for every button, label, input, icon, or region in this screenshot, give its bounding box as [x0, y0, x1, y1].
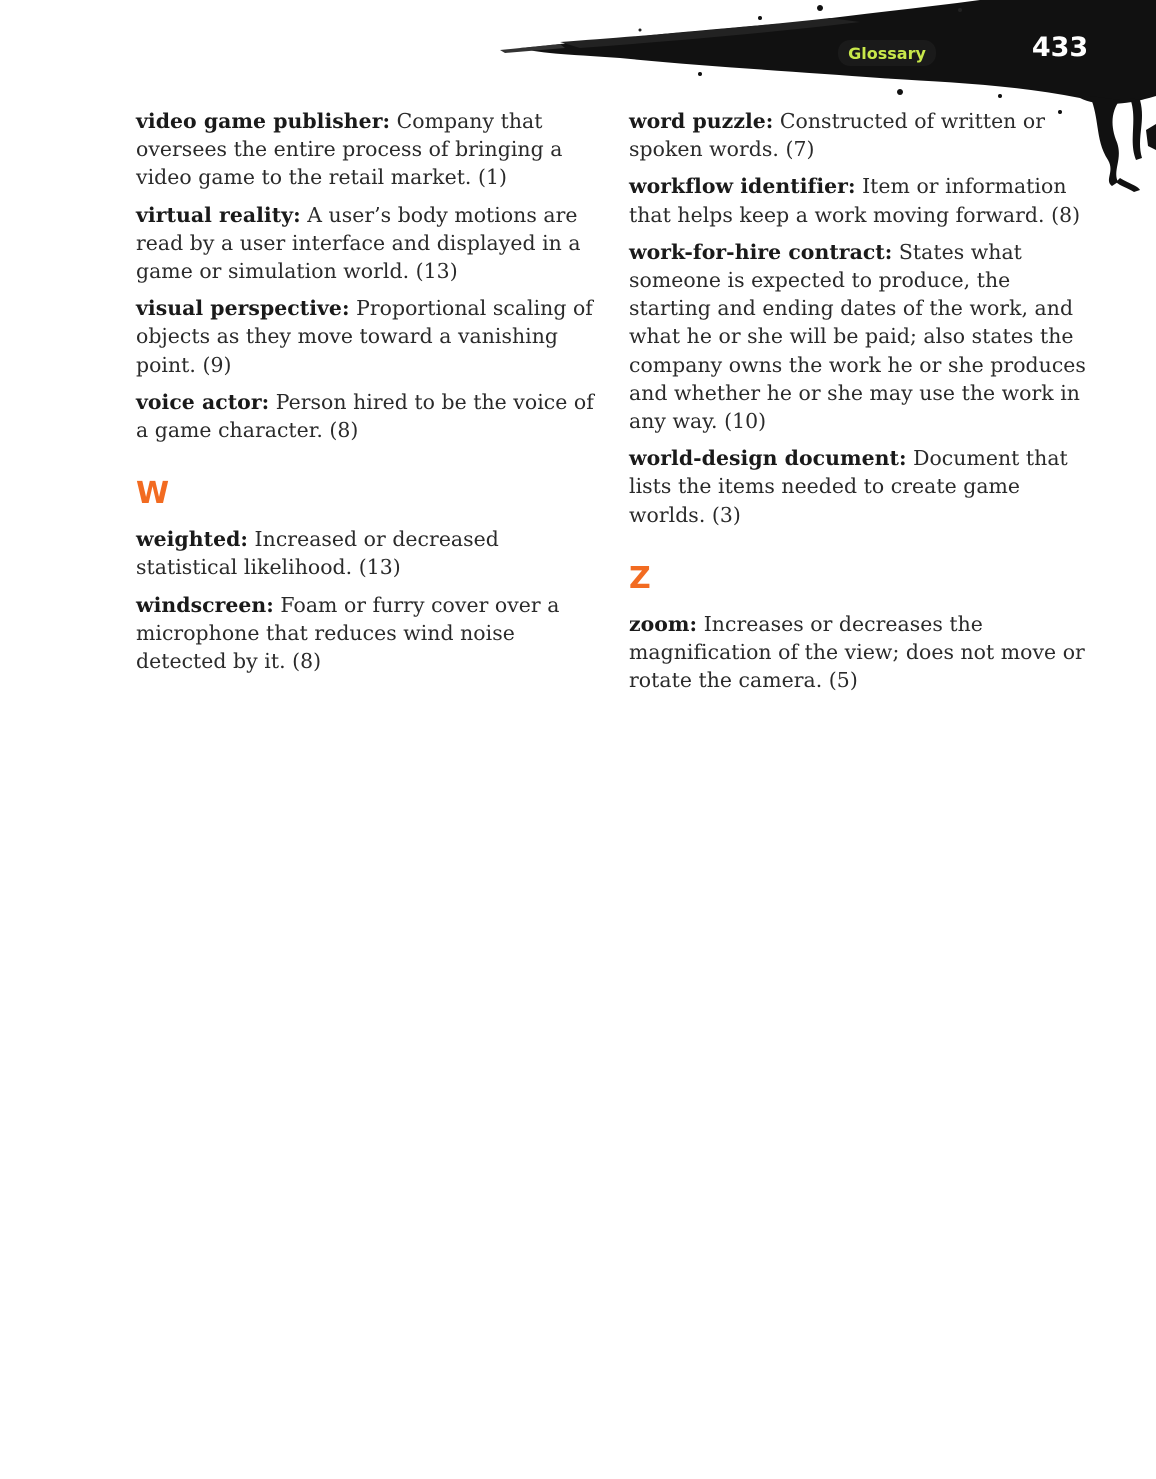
entry-term: voice actor:	[136, 389, 270, 414]
entry-term: work-for-hire contract:	[629, 239, 893, 264]
left-column	[136, 107, 598, 684]
entry-term: zoom:	[629, 611, 698, 636]
letter-heading-w: W	[136, 476, 170, 512]
entry-term: world-design document:	[629, 446, 907, 471]
entry-definition: Person hired to be the voice of a game character. (8)	[136, 389, 594, 443]
entry-term: word puzzle:	[629, 109, 774, 133]
glossary-entry	[629, 172, 1091, 228]
entry-definition: Foam or furry cover over a microphone that reduces wind noise detected by it. (8)	[136, 592, 560, 674]
section-label: Glossary	[848, 43, 926, 63]
entry-term: virtual reality:	[136, 202, 301, 227]
entry-definition: Increases or decreases the magnification of the view; does not move or rotate the camera. (5)	[629, 611, 1085, 693]
glossary-entry	[136, 525, 598, 581]
entry-definition: Proportional scaling of objects as they move toward a vanishing point. (9)	[136, 296, 593, 377]
entry-definition: Increased or decreased statistical likelihood. (13)	[136, 527, 499, 580]
entry-term: visual perspective:	[136, 296, 350, 321]
entry-definition: States what someone is expected to produce, the starting and ending dates of the work, and what he or she will be paid; also states the company owns the work he or she produces and whether he or she may use the work in any way. (10)	[629, 239, 1086, 434]
glossary-entry	[629, 107, 1091, 163]
glossary-entry	[136, 388, 598, 444]
glossary-entry	[629, 610, 1091, 695]
letter-heading-z: Z	[629, 560, 651, 596]
entry-definition: Item or information that helps keep a work moving forward. (8)	[629, 174, 1081, 227]
entry-definition: Document that lists the items needed to create game worlds. (3)	[629, 446, 1068, 527]
page-number: 433	[1031, 32, 1089, 63]
entry-term: weighted:	[136, 527, 248, 552]
entry-term: workflow identifier:	[629, 174, 856, 199]
entry-definition: Constructed of written or spoken words. (7)	[629, 109, 1046, 162]
glossary-entry	[136, 294, 598, 379]
right-column	[629, 107, 1091, 703]
glossary-entry	[629, 444, 1091, 529]
glossary-entry	[629, 238, 1091, 435]
glossary-entry	[136, 591, 598, 676]
entry-definition: Company that oversees the entire process of bringing a video game to the retail market. (1)	[136, 109, 563, 190]
entry-term: windscreen:	[136, 592, 274, 617]
glossary-entry	[136, 201, 598, 286]
entry-term: video game publisher:	[136, 109, 391, 133]
glossary-entry	[136, 107, 598, 192]
entry-definition: A user’s body motions are read by a user interface and displayed in a game or simulation world. (13)	[136, 202, 581, 284]
